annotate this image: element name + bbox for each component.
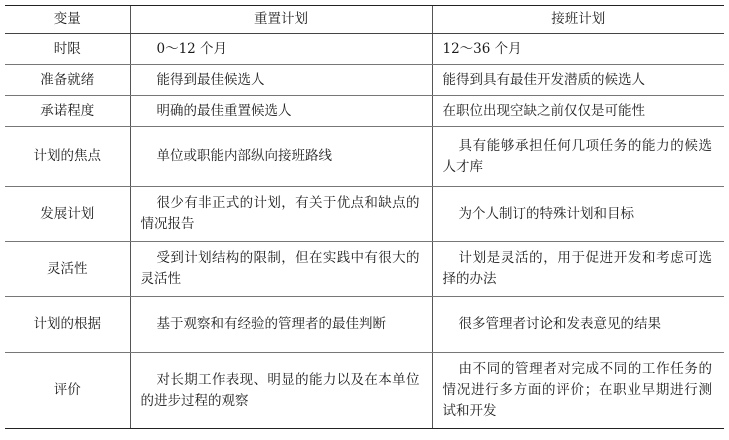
succession-cell: 为个人制订的特殊计划和目标 — [432, 187, 724, 242]
row-label: 发展计划 — [5, 187, 130, 242]
table-row — [5, 297, 724, 353]
table-row — [5, 65, 724, 96]
table-row — [5, 242, 724, 297]
succession-cell: 能得到具有最佳开发潜质的候选人 — [432, 65, 724, 96]
replacement-cell: 能得到最佳候选人 — [130, 65, 432, 96]
table-header-row — [5, 6, 724, 34]
row-label: 评价 — [5, 353, 130, 429]
row-label: 灵活性 — [5, 242, 130, 297]
table-row — [5, 127, 724, 187]
row-label: 准备就绪 — [5, 65, 130, 96]
header-replacement-plan: 重置计划 — [130, 6, 432, 34]
succession-cell: 在职位出现空缺之前仅仅是可能性 — [432, 96, 724, 127]
replacement-cell: 单位或职能内部纵向接班路线 — [130, 127, 432, 187]
succession-cell: 很多管理者讨论和发表意见的结果 — [432, 297, 724, 353]
replacement-vs-succession-table — [5, 5, 724, 429]
row-label: 时限 — [5, 34, 130, 65]
comparison-table-container — [5, 5, 724, 429]
table-row — [5, 34, 724, 65]
replacement-cell: 基于观察和有经验的管理者的最佳判断 — [130, 297, 432, 353]
succession-cell: 具有能够承担任何几项任务的能力的候选人才库 — [432, 127, 724, 187]
header-succession-plan: 接班计划 — [432, 6, 724, 34]
replacement-cell: 明确的最佳重置候选人 — [130, 96, 432, 127]
row-label: 计划的根据 — [5, 297, 130, 353]
succession-cell: 由不同的管理者对完成不同的工作任务的情况进行多方面的评价；在职业早期进行测试和开发 — [432, 353, 724, 429]
replacement-cell: 很少有非正式的计划，有关于优点和缺点的情况报告 — [130, 187, 432, 242]
succession-cell: 12～36 个月 — [432, 34, 724, 65]
replacement-cell: 对长期工作表现、明显的能力以及在本单位的进步过程的观察 — [130, 353, 432, 429]
row-label: 承诺程度 — [5, 96, 130, 127]
replacement-cell: 受到计划结构的限制，但在实践中有很大的灵活性 — [130, 242, 432, 297]
row-label: 计划的焦点 — [5, 127, 130, 187]
table-row — [5, 187, 724, 242]
succession-cell: 计划是灵活的，用于促进开发和考虑可选择的办法 — [432, 242, 724, 297]
replacement-cell: 0～12 个月 — [130, 34, 432, 65]
table-row — [5, 96, 724, 127]
header-variable: 变量 — [5, 6, 130, 34]
table-row — [5, 353, 724, 429]
